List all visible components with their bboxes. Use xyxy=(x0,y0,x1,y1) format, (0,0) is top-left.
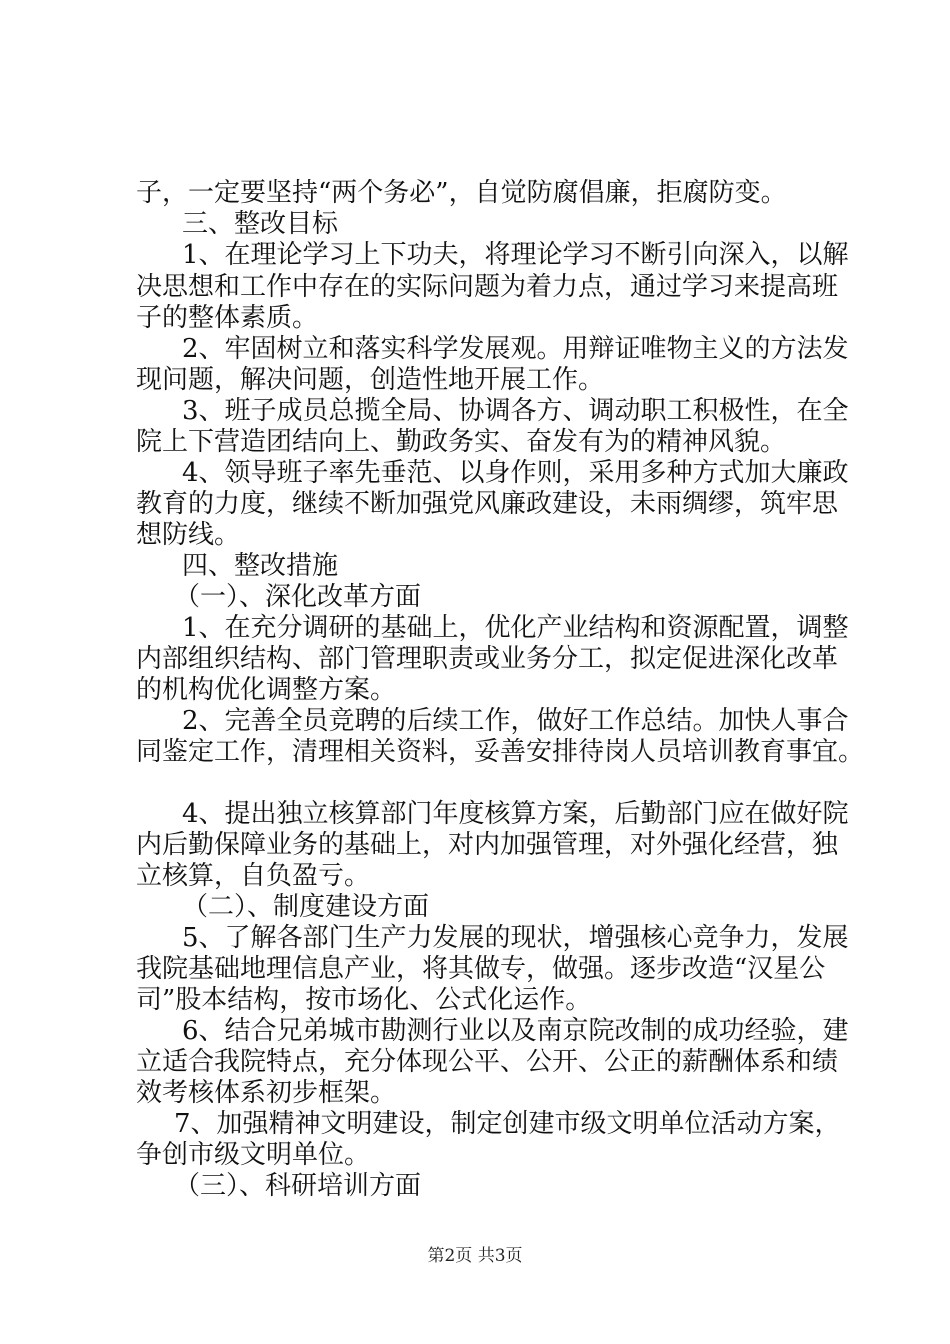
text-line: 决思想和工作中存在的实际问题为着力点，通过学习来提高班 xyxy=(136,272,839,302)
text-line: 争创市级文明单位。 xyxy=(136,1140,371,1170)
text-line: 同鉴定工作，清理相关资料，妥善安排待岗人员培训教育事宜。 xyxy=(136,737,865,767)
text-line: 2、完善全员竞聘的后续工作，做好工作总结。加快人事合 xyxy=(182,706,849,736)
text-line: 3、班子成员总揽全局、协调各方、调动职工积极性，在全 xyxy=(182,396,849,426)
text-line: 院上下营造团结向上、勤政务实、奋发有为的精神风貌。 xyxy=(136,427,787,457)
text-line: 现问题，解决问题，创造性地开展工作。 xyxy=(136,365,605,395)
text-line: 内部组织结构、部门管理职责或业务分工，拟定促进深化改革 xyxy=(136,644,839,674)
subsection-heading: （二）、制度建设方面 xyxy=(182,892,430,922)
text-line: 6、结合兄弟城市勘测行业以及南京院改制的成功经验，建 xyxy=(182,1016,849,1046)
text-line: 立核算，自负盈亏。 xyxy=(136,861,371,891)
section-heading: 三、整改目标 xyxy=(182,209,339,239)
subsection-heading: （三）、科研培训方面 xyxy=(174,1171,422,1201)
text-line: 子的整体素质。 xyxy=(136,303,319,333)
text-line: 4、领导班子率先垂范、以身作则，采用多种方式加大廉政 xyxy=(182,458,849,488)
text-line: 效考核体系初步框架。 xyxy=(136,1078,397,1108)
text-line: 想防线。 xyxy=(136,520,241,550)
page-footer xyxy=(0,1244,950,1268)
text-line: 内后勤保障业务的基础上，对内加强管理，对外强化经营，独 xyxy=(136,830,839,860)
text-line: 5、了解各部门生产力发展的现状，增强核心竞争力，发展 xyxy=(182,923,849,953)
text-line: 的机构优化调整方案。 xyxy=(136,675,397,705)
text-line: 1、在充分调研的基础上，优化产业结构和资源配置，调整 xyxy=(182,613,849,643)
subsection-heading: （一）、深化改革方面 xyxy=(174,582,422,612)
text-line: 教育的力度，继续不断加强党风廉政建设，未雨绸缪，筑牢思 xyxy=(136,489,839,519)
text-line: 7、加强精神文明建设，制定创建市级文明单位活动方案， xyxy=(174,1109,841,1139)
text-line: 立适合我院特点，充分体现公平、公开、公正的薪酬体系和绩 xyxy=(136,1047,839,1077)
text-line: 2、牢固树立和落实科学发展观。用辩证唯物主义的方法发 xyxy=(182,334,849,364)
text-line: 子，一定要坚持“两个务必”，自觉防腐倡廉，拒腐防变。 xyxy=(136,178,787,208)
text-line: 我院基础地理信息产业，将其做专，做强。逐步改造“汉星公 xyxy=(136,954,826,984)
text-line: 4、提出独立核算部门年度核算方案，后勤部门应在做好院 xyxy=(182,799,849,829)
text-line: 1、在理论学习上下功夫，将理论学习不断引向深入，以解 xyxy=(182,240,849,270)
text-line: 司”股本结构，按市场化、公式化运作。 xyxy=(136,985,592,1015)
section-heading: 四、整改措施 xyxy=(182,551,339,581)
page-number: 第2页 共3页 xyxy=(427,1246,523,1266)
